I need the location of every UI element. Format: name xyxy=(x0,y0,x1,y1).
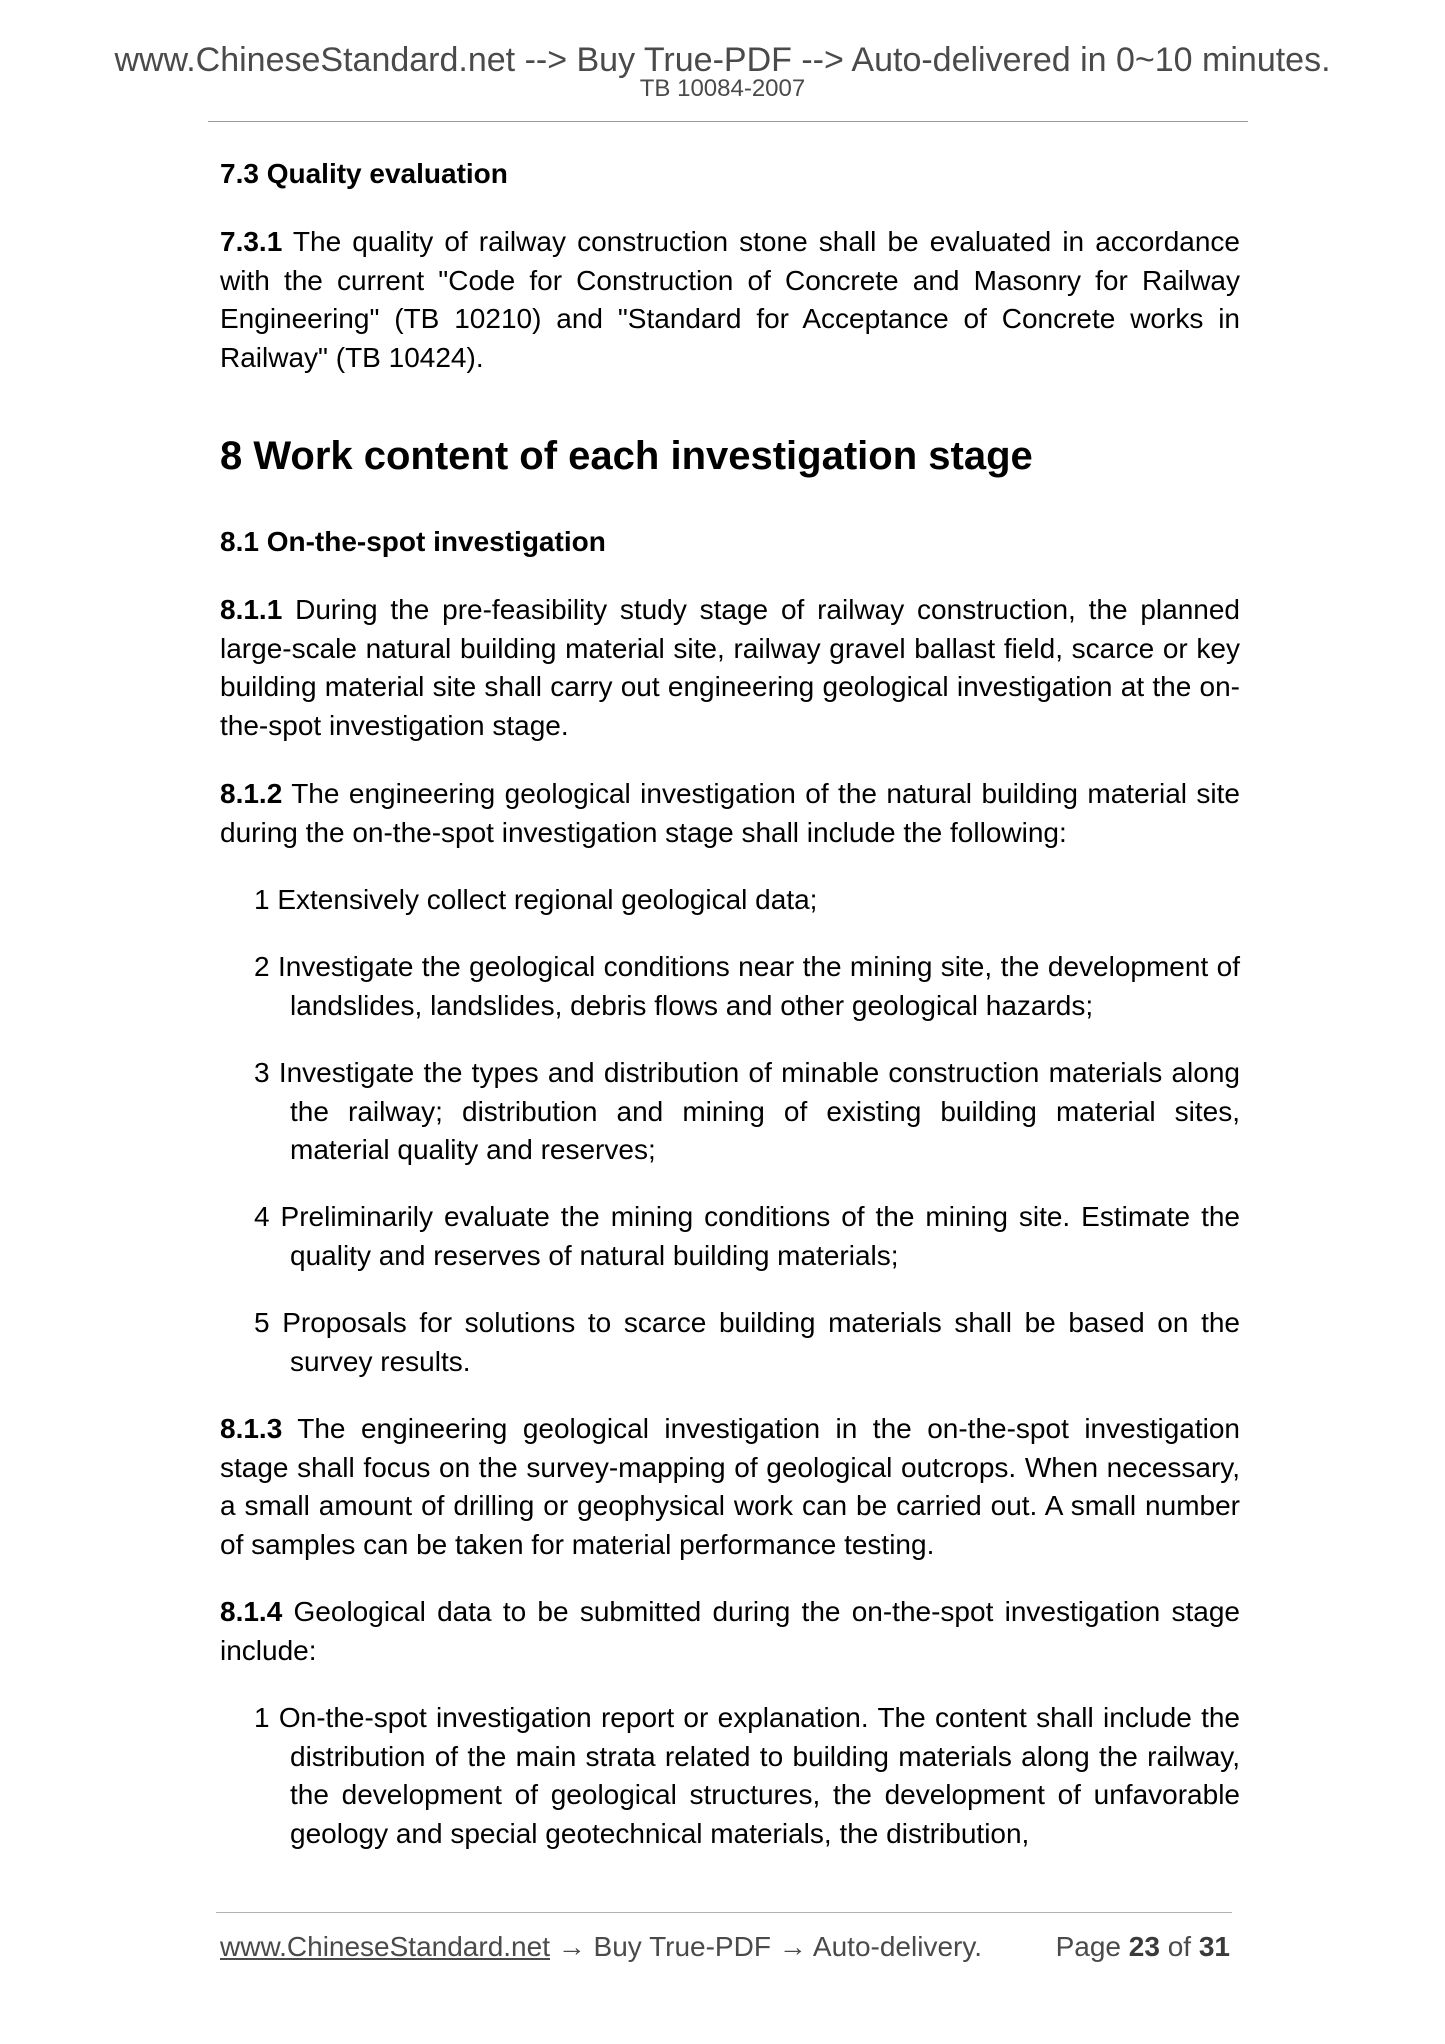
footer-divider xyxy=(216,1912,1232,1913)
clause-text: Geological data to be submitted during the on-the-spot investigation stage include: xyxy=(220,1596,1240,1666)
clause-number: 7.3.1 xyxy=(220,226,283,257)
clause-8-1-2 xyxy=(220,775,1240,852)
clause-7-3-1 xyxy=(220,223,1240,377)
page-number: 23 xyxy=(1128,1931,1160,1962)
footer-link[interactable]: www.ChineseStandard.net xyxy=(220,1931,550,1962)
clause-number: 8.1.4 xyxy=(220,1596,283,1627)
list-item: 1 On-the-spot investigation report or explanation. The content shall include the distribution of the main strata related to building materials along the railway, the development of geological structures, the development of unfavorable geology and special geotechnical materials, the distribution, xyxy=(254,1702,1240,1849)
document-id: TB 10084-2007 xyxy=(639,75,806,102)
list-item: 2 Investigate the geological conditions near the mining site, the development of landslides, landslides, debris flows and other geological hazards; xyxy=(254,951,1240,1021)
header-divider xyxy=(208,121,1248,122)
clause-8-1-3 xyxy=(220,1410,1240,1564)
clause-number: 8.1.1 xyxy=(220,594,283,625)
heading-8-1: 8.1 On-the-spot investigation xyxy=(220,526,606,557)
clause-number: 8.1.3 xyxy=(220,1413,283,1444)
list-item: 4 Preliminarily evaluate the mining conditions of the mining site. Estimate the quality and reserves of natural building materials; xyxy=(254,1201,1240,1271)
list-item: 5 Proposals for solutions to scarce building materials shall be based on the survey results. xyxy=(254,1307,1240,1377)
of-label: of xyxy=(1167,1931,1192,1962)
footer-text: → Buy True-PDF → Auto-delivery. xyxy=(549,1931,983,1962)
list-item: 1 Extensively collect regional geological data; xyxy=(254,884,818,915)
clause-8-1-1 xyxy=(220,591,1240,745)
clause-text: The engineering geological investigation in the on-the-spot investigation stage shall focus on the survey-mapping of geological outcrops. When necessary, a small amount of drilling or geophysical work can be carried out. A small number of samples can be taken for material performance testing. xyxy=(220,1413,1240,1560)
page-indicator xyxy=(1056,1930,1230,1964)
page-footer xyxy=(220,1930,1230,1964)
total-pages: 31 xyxy=(1198,1931,1230,1962)
page-label: Page xyxy=(1055,1931,1121,1962)
clause-text: The engineering geological investigation of the natural building material site during the on-the-spot investigation stage shall include the following: xyxy=(220,778,1240,848)
clause-text: The quality of railway construction stone shall be evaluated in accordance with the current "Code for Construction of Concrete and Masonry for Railway Engineering" (TB 10210) and "Standard for Acceptance of Concrete works in Railway" (TB 10424). xyxy=(220,226,1240,373)
clause-text: During the pre-feasibility study stage of railway construction, the planned large-scale natural building material site, railway gravel ballast field, scarce or key building material site shall carry out engineering geological investigation at the on-the-spot investigation stage. xyxy=(220,594,1240,741)
heading-8: 8 Work content of each investigation stage xyxy=(220,434,1033,478)
heading-7-3: 7.3 Quality evaluation xyxy=(220,158,508,189)
clause-8-1-4 xyxy=(220,1593,1240,1670)
clause-number: 8.1.2 xyxy=(220,778,283,809)
list-item: 3 Investigate the types and distribution of minable construction materials along the railway; distribution and mining of existing building material sites, material quality and reserves; xyxy=(254,1057,1240,1165)
header-banner: www.ChineseStandard.net --> Buy True-PDF --> Auto-delivered in 0~10 minutes. xyxy=(114,41,1331,79)
